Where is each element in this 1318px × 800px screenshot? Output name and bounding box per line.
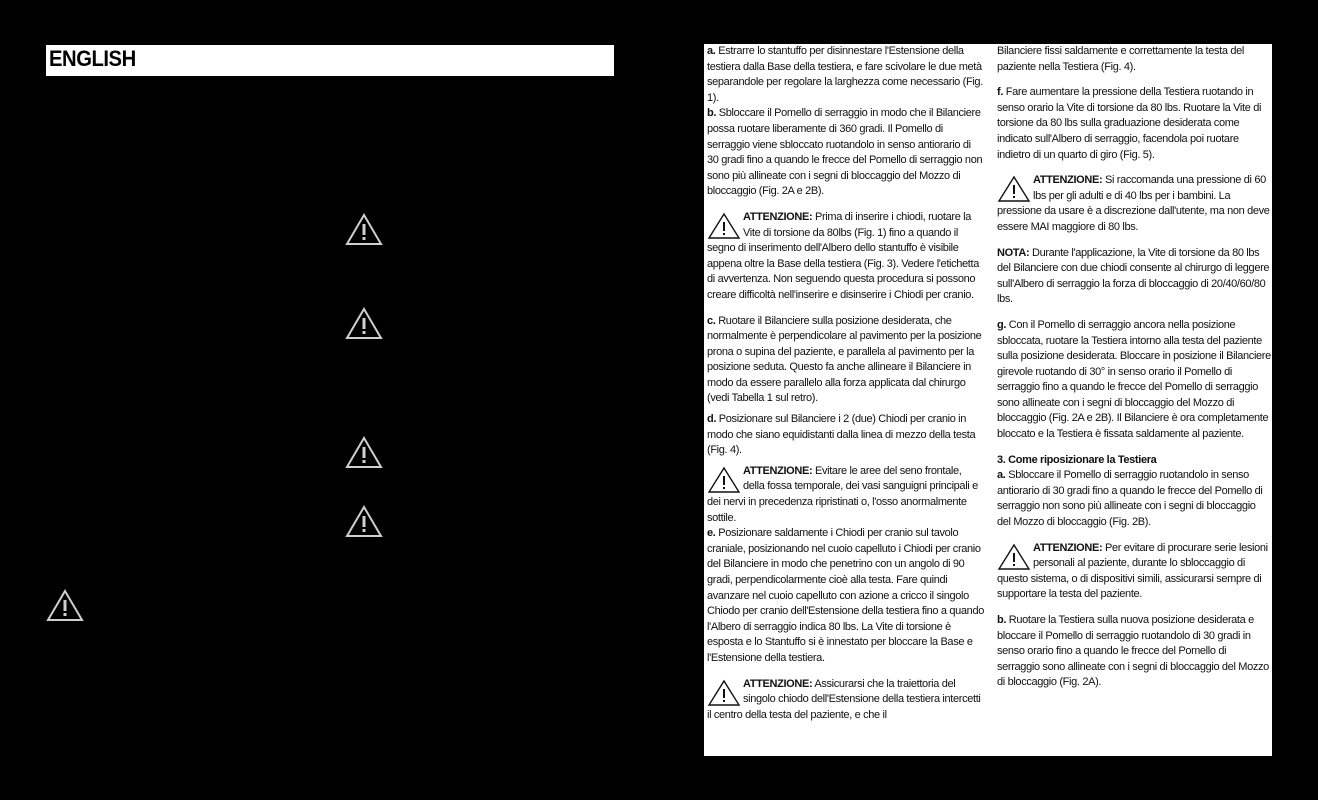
warning-block: ATTENZIONE: Assicurarsi che la traiettoria del singolo chiodo dell'Estensione della testiera intercetti il centro della testa del paziente, e che il [707,677,981,721]
warning-block: ATTENZIONE: Per evitare di procurare serie lesioni personali al paziente, durante lo sbloccaggio di questo sistema, o di dispositivi simili, assicurarsi sempre di supportare la testa del paziente. [997,541,1268,601]
continued-text: Bilanciere fissi saldamente e correttamente la testa del paziente nella Testiera (Fig. 4). [997,45,1244,73]
step-a: a. Estrarre lo stantuffo per disinnestare l'Estensione della testiera dalla Base della testiera, e fare scivolare le due metà separandole per regolare la larghezza come necessario (Fig. 1). [707,45,983,104]
warning-icon [707,679,741,707]
warning-icon [997,543,1031,571]
english-title: ENGLISH [49,46,136,71]
section-heading: 3. Come riposizionare la Testiera [997,453,1157,466]
warning-icon [345,306,383,340]
warning-icon [345,435,383,469]
step-3b: b. Ruotare la Testiera sulla nuova posizione desiderata e bloccare il Pomello di serraggio ruotandolo di 30 gradi in senso orario fino a quando le frecce del Pomello di serraggio sono allineate con i segni di bloccaggio del Mozzo di bloccaggio (Fig. 2A). [997,614,1269,689]
warning-block: ATTENZIONE: Prima di inserire i chiodi, ruotare la Vite di torsione da 80lbs (Fig. 1) fino a quando il segno di inserimento dell'Albero dello stantuffo è visibile appena oltre la Base della testiera (Fig. 3). Vedere l'etichetta di avvertenza. Non seguendo questa procedura si possono creare difficoltà nell'inserire e disinserire i Chiodi per cranio. [707,210,979,301]
step-c: c. Ruotare il Bilanciere sulla posizione desiderata, che normalmente è perpendicolare al pavimento per la posizione prona o supina del paziente, e parallela al pavimento per la posizione seduta. Questo fa anche allineare il Bilanciere in modo da essere parallelo alla forza applicata dal chirurgo (vedi Tabella 1 sul retro). [707,314,982,405]
warning-icon [345,212,383,246]
warning-icon [46,588,84,622]
italian-left-column [707,44,984,723]
step-e: e. Posizionare saldamente i Chiodi per cranio sul tavolo craniale, posizionando nel cuoio capelluto i Chiodi per cranio del Bilanciere in modo che penetrino con un angolo di 90 gradi, perpendicolarmente cioè alla testa. Fare quindi avanzare nel cuoio capelluto con azione a cricco il singolo Chiodo per cranio dell'Estensione della testiera fino a quando l'Albero di serraggio indica 80 lbs. La Vite di torsione è esposta e lo Stantuffo si è innestato per bloccare la Base e l'Estensione della testiera. [707,527,984,664]
warning-block: ATTENZIONE: Evitare le aree del seno frontale, della fossa temporale, dei vasi sanguigni principali e dei nervi in precedenza ripristinati o, l'osso anormalmente sottile. [707,464,978,524]
warning-block: ATTENZIONE: Si raccomanda una pressione di 60 lbs per gli adulti e di 40 lbs per i bambini. La pressione da usare è a discrezione dall'utente, ma non deve essere MAI maggiore di 80 lbs. [997,174,1270,233]
warning-icon [997,175,1031,203]
note-block: NOTA: Durante l'applicazione, la Vite di torsione da 80 lbs del Bilanciere con due chiodi consente al chirurgo di leggere sull'Albero di serraggio la forza di bloccaggio di 20/40/60/80 lbs. [997,246,1270,306]
warning-icon [345,504,383,538]
step-d: d. Posizionare sul Bilanciere i 2 (due) Chiodi per cranio in modo che siano equidistanti dalla linea di mezzo della testa (Fig. 4). [707,413,976,457]
step-g: g. Con il Pomello di serraggio ancora nella posizione sbloccata, ruotare la Testiera intorno alla testa del paziente sulla posizione desiderata. Bloccare in posizione il Bilanciere girevole ruotando di 30° in senso orario il Pomello di serraggio fino a quando le frecce del Pomello di serraggio sono allineate con i segni di bloccaggio del Mozzo di bloccaggio (Fig. 2A e 2B). Il Bilanciere è ora completamente bloccato e la Testiera è fissata saldamente al paziente. [997,318,1271,441]
step-b: b. Sbloccare il Pomello di serraggio in modo che il Bilanciere possa ruotare liberamente di 360 gradi. Il Pomello di serraggio viene sbloccato ruotandolo in senso antiorario di 30 gradi fino a quando le frecce del Pomello di serraggio non sono più allineate con i segni di bloccaggio del Mozzo di bloccaggio (Fig. 2A e 2B). [707,107,983,198]
warning-icon [707,212,741,240]
italian-page [704,44,1272,756]
english-header-bar [46,45,614,76]
step-f: f. Fare aumentare la pressione della Testiera ruotando in senso orario la Vite di torsione da 80 lbs. Ruotare la Vite di torsione da 80 lbs sulla graduazione desiderata come indicato sull'Albero di serraggio, facendola poi ruotare indietro di un quarto di giro (Fig. 5). [997,86,1262,161]
step-3a: a. Sbloccare il Pomello di serraggio ruotandolo in senso antiorario di 30 gradi fino a quando le frecce del Pomello di serraggio non sono più allineate con i segni di bloccaggio del Mozzo di bloccaggio (Fig. 2B). [997,469,1263,529]
italian-right-column [997,44,1271,691]
warning-icon [707,466,741,494]
